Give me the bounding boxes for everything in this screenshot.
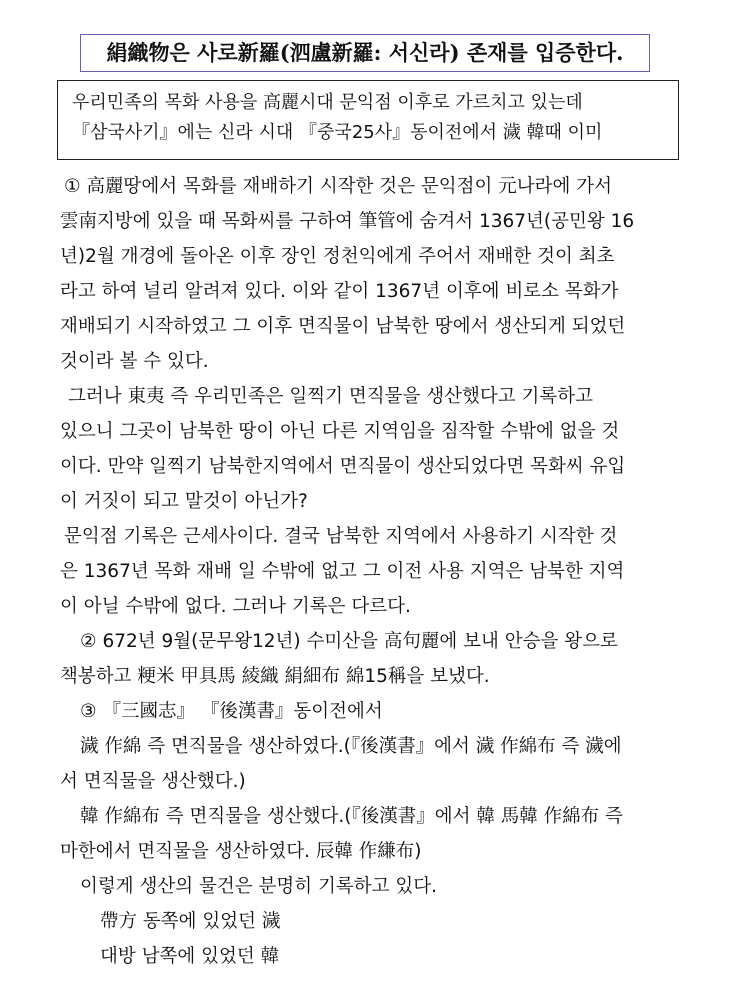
intro-box [57, 80, 679, 160]
body-line: 책봉하고 粳米 甲具馬 綾織 絹細布 綿15稱을 보냈다. [60, 666, 490, 687]
intro-line: 『삼국사기』에는 신라 시대 『중국25사』동이전에서 濊 韓때 이미 [72, 122, 603, 143]
paragraph-start-line: 그러나 東夷 즉 우리민족은 일찍기 면직물을 생산했다고 기록하고 [68, 386, 593, 407]
body-line: 濊 作綿 즉 면직물을 생산하였다.(『後漢書』에서 濊 作綿布 즉 濊에 [80, 736, 622, 757]
body-line: 雲南지방에 있을 때 목화씨를 구하여 筆管에 숨겨서 1367년(공민왕 16 [60, 211, 635, 232]
item-1-line: ① 高麗땅에서 목화를 재배하기 시작한 것은 문익점이 元나라에 가서 [64, 176, 613, 197]
body-line: 은 1367년 목화 재배 일 수밖에 없고 그 이전 사용 지역은 남북한 지역 [60, 561, 625, 582]
body-line: 마한에서 면직물을 생산하였다. 辰韓 作縑布) [60, 841, 422, 862]
body-line: 것이라 볼 수 있다. [60, 351, 209, 372]
body-line: 이 아닐 수밖에 없다. 그러나 기록은 다르다. [60, 596, 411, 617]
item-3-line: ③ 『三國志』 『後漢書』동이전에서 [80, 701, 383, 722]
paragraph-start-line: 문익점 기록은 근세사이다. 결국 남북한 지역에서 사용하기 시작한 것 [64, 526, 618, 547]
item-2-line: ② 672년 9월(문무왕12년) 수미산을 高句麗에 보내 안승을 왕으로 [80, 631, 618, 652]
intro-line: 우리민족의 목화 사용을 高麗시대 문익점 이후로 가르치고 있는데 [72, 92, 583, 113]
body-line: 이다. 만약 일찍기 남북한지역에서 면직물이 생산되었다면 목화씨 유입 [60, 456, 626, 477]
body-line: 있으니 그곳이 남북한 땅이 아닌 다른 지역임을 짐작할 수밖에 없을 것 [60, 421, 620, 442]
list-line: 帶方 동쪽에 있었던 濊 [100, 911, 281, 932]
body-line: 이렇게 생산의 물건은 분명히 기록하고 있다. [80, 876, 437, 897]
body-line: 이 거짓이 되고 말것이 아닌가? [60, 491, 308, 512]
body-line: 라고 하여 널리 알려져 있다. 이와 같이 1367년 이후에 비로소 목화가 [60, 281, 619, 302]
list-line: 대방 남쪽에 있었던 韓 [100, 946, 280, 967]
body-line: 년)2월 개경에 돌아온 이후 장인 정천익에게 주어서 재배한 것이 최초 [60, 246, 615, 267]
body-line: 서 면직물을 생산했다.) [60, 771, 246, 792]
document-title: 絹織物은 사로新羅(泗盧新羅: 서신라) 존재를 입증한다. [80, 34, 650, 72]
body-line: 재배되기 시작하였고 그 이후 면직물이 남북한 땅에서 생산되게 되었던 [60, 316, 626, 337]
body-line: 韓 作綿布 즉 면직물을 생산했다.(『後漢書』에서 韓 馬韓 作綿布 즉 [80, 806, 623, 827]
